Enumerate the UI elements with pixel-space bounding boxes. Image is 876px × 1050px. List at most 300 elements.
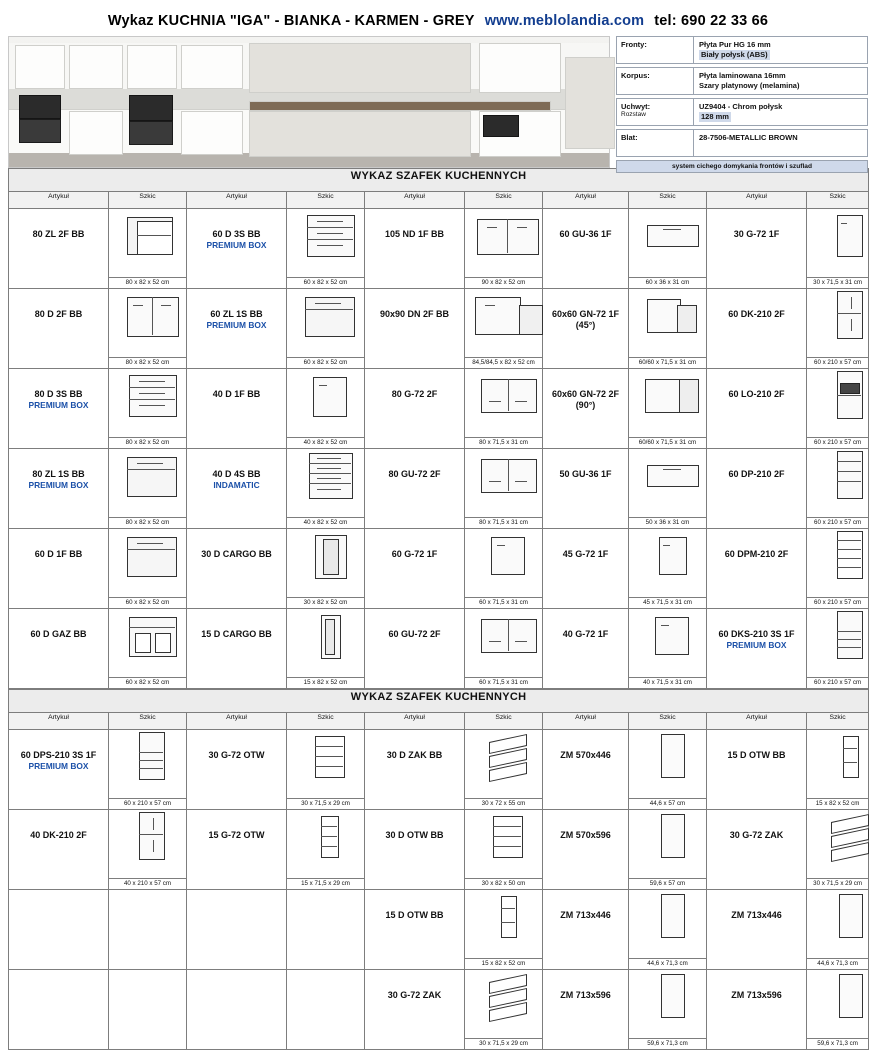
spec-value-line1: Płyta Pur HG 16 mm: [699, 40, 771, 49]
dimension-label: 50 x 36 x 31 cm: [629, 517, 706, 528]
cabinet-sketch: [465, 972, 542, 1038]
dimension-label: 40 x 210 x 57 cm: [109, 878, 186, 889]
dimension-label: 40 x 82 x 52 cm: [287, 517, 364, 528]
spec-value: [694, 99, 867, 125]
column-header: Artykuł: [707, 192, 807, 209]
dimension-label: 30 x 82 x 50 cm: [465, 878, 542, 889]
article-label: 15 D OTW BB: [385, 910, 444, 920]
cabinet-sketch: [629, 812, 706, 878]
article-label: 40 G-72 1F: [562, 629, 609, 639]
dimension-label: 80 x 71,5 x 31 cm: [465, 517, 542, 528]
section-heading-2: WYKAZ SZAFEK KUCHENNYCH: [9, 690, 869, 713]
table-row: [9, 970, 869, 1050]
article-name: [543, 890, 629, 970]
article-name: [187, 369, 287, 449]
cabinet-sketch: [807, 451, 868, 517]
article-label: 15 D CARGO BB: [201, 629, 272, 639]
article-name: [543, 209, 629, 289]
sketch-cell: [109, 609, 187, 689]
empty-cell: [9, 890, 109, 970]
cabinet-table-1: [8, 168, 869, 689]
article-name: [707, 529, 807, 609]
dimension-label: 44,6 x 71,3 cm: [807, 958, 868, 969]
dimension-label: 60/60 x 71,5 x 31 cm: [629, 357, 706, 368]
title-text: Wykaz KUCHNIA "IGA" - BIANKA - KARMEN - GREY: [107, 13, 475, 29]
spec-value-line1: UZ9404 - Chrom połysk: [699, 102, 783, 111]
sketch-cell: [465, 209, 543, 289]
empty-cell: [109, 970, 187, 1050]
article-name: [707, 209, 807, 289]
spec-key: [617, 68, 694, 94]
article-name: [543, 609, 629, 689]
spec-row-blat: [616, 129, 868, 157]
sketch-cell: [465, 810, 543, 890]
empty-cell: [187, 970, 287, 1050]
article-name: [187, 529, 287, 609]
article-label: 90x90 DN 2F BB: [379, 309, 450, 319]
article-label: 60 D 1F BB: [34, 549, 83, 559]
table-row: [9, 209, 869, 289]
article-label: 60x60 GN-72 2F (90°): [551, 389, 620, 411]
dimension-label: 60 x 210 x 57 cm: [807, 357, 868, 368]
column-header: Szkic: [465, 713, 543, 730]
article-label: 45 G-72 1F: [562, 549, 609, 559]
article-name: [543, 970, 629, 1050]
article-name: [707, 730, 807, 810]
cabinet-sketch: [109, 732, 186, 798]
cabinet-sketch: [807, 812, 868, 878]
article-name: [187, 449, 287, 529]
article-name: [187, 289, 287, 369]
cabinet-sketch: [807, 211, 868, 277]
sketch-cell: [109, 449, 187, 529]
column-header: Szkic: [629, 192, 707, 209]
cabinet-sketch: [629, 211, 706, 277]
article-label: 15 D OTW BB: [727, 750, 786, 760]
sketch-cell: [287, 289, 365, 369]
article-name: [365, 970, 465, 1050]
article-label: 30 G-72 OTW: [208, 750, 265, 760]
cabinet-table-2: [8, 689, 869, 1050]
spec-key-label: Fronty:: [621, 40, 647, 49]
dimension-label: 60 x 210 x 57 cm: [807, 517, 868, 528]
sketch-cell: [807, 810, 869, 890]
article-label: 80 ZL 2F BB: [32, 229, 85, 239]
column-header: Szkic: [109, 192, 187, 209]
sketch-cell: [629, 209, 707, 289]
article-label: 60 DP-210 2F: [728, 469, 785, 479]
dimension-label: 30 x 71,5 x 29 cm: [465, 1038, 542, 1049]
article-label: 30 G-72 ZAK: [729, 830, 784, 840]
dimension-label: 15 x 82 x 52 cm: [287, 677, 364, 688]
article-name: [543, 810, 629, 890]
soft-close-note: system cichego domykania frontów i szuflad: [616, 160, 868, 173]
article-name: [543, 289, 629, 369]
sketch-cell: [629, 810, 707, 890]
sketch-cell: [807, 209, 869, 289]
dimension-label: 60 x 210 x 57 cm: [807, 597, 868, 608]
dimension-label: 30 x 82 x 52 cm: [287, 597, 364, 608]
dimension-label: 30 x 72 x 55 cm: [465, 798, 542, 809]
sketch-cell: [629, 369, 707, 449]
cabinet-sketch: [629, 371, 706, 437]
dimension-label: 40 x 82 x 52 cm: [287, 437, 364, 448]
cabinet-sketch: [465, 611, 542, 677]
dimension-label: 60 x 36 x 31 cm: [629, 277, 706, 288]
column-header: Artykuł: [187, 192, 287, 209]
cabinet-sketch: [109, 291, 186, 357]
article-label: 30 D ZAK BB: [386, 750, 443, 760]
dimension-label: 60/60 x 71,5 x 31 cm: [629, 437, 706, 448]
article-label: ZM 713x446: [560, 910, 611, 920]
cabinet-sketch: [109, 451, 186, 517]
article-name: [187, 609, 287, 689]
article-name: [187, 810, 287, 890]
article-label: 60 ZL 1S BB: [210, 309, 263, 319]
sketch-cell: [109, 810, 187, 890]
article-sublabel: PREMIUM BOX: [28, 400, 89, 411]
sketch-cell: [465, 970, 543, 1050]
cabinet-sketch: [287, 812, 364, 878]
sketch-cell: [465, 449, 543, 529]
article-name: [543, 529, 629, 609]
cabinet-sketch: [629, 451, 706, 517]
sketch-cell: [629, 529, 707, 609]
spec-value-line2: Biały połysk (ABS): [701, 50, 768, 60]
sketch-cell: [807, 609, 869, 689]
article-sublabel: PREMIUM BOX: [206, 240, 267, 251]
spec-key: [617, 130, 694, 156]
dimension-label: 60 x 210 x 57 cm: [807, 437, 868, 448]
article-label: 60 D 3S BB: [212, 229, 261, 239]
article-label: 60 D GAZ BB: [30, 629, 87, 639]
sketch-cell: [807, 970, 869, 1050]
column-header: Artykuł: [543, 713, 629, 730]
cabinet-sketch: [109, 611, 186, 677]
dimension-label: 60 x 71,5 x 31 cm: [465, 677, 542, 688]
article-label: 30 D OTW BB: [385, 830, 444, 840]
cabinet-sketch: [465, 291, 542, 357]
article-name: [9, 449, 109, 529]
column-header: Artykuł: [9, 713, 109, 730]
sketch-cell: [287, 369, 365, 449]
column-header: Szkic: [629, 713, 707, 730]
sketch-cell: [629, 609, 707, 689]
column-header: Artykuł: [707, 713, 807, 730]
article-label: 60 DPM-210 2F: [724, 549, 789, 559]
cabinet-sketch: [287, 732, 364, 798]
empty-cell: [9, 970, 109, 1050]
sketch-cell: [109, 529, 187, 609]
table-row: [9, 529, 869, 609]
article-name: [707, 810, 807, 890]
spec-value-line2: 128 mm: [701, 112, 729, 122]
article-name: [707, 449, 807, 529]
dimension-label: 59,6 x 71,3 cm: [629, 1038, 706, 1049]
dimension-label: 30 x 71,5 x 29 cm: [807, 878, 868, 889]
sketch-cell: [287, 730, 365, 810]
sketch-cell: [109, 369, 187, 449]
article-sublabel: PREMIUM BOX: [726, 640, 787, 651]
column-header: Szkic: [807, 192, 869, 209]
article-name: [9, 730, 109, 810]
spec-value: [694, 68, 867, 94]
dimension-label: 60 x 71,5 x 31 cm: [465, 597, 542, 608]
empty-cell: [287, 970, 365, 1050]
article-label: ZM 713x596: [560, 990, 611, 1000]
cabinet-sketch: [287, 611, 364, 677]
cabinet-sketch: [109, 211, 186, 277]
column-header: Szkic: [465, 192, 543, 209]
sketch-cell: [807, 730, 869, 810]
sketch-cell: [465, 289, 543, 369]
article-label: 80 D 3S BB: [34, 389, 83, 399]
cabinet-sketch: [287, 531, 364, 597]
brand-link[interactable]: www.meblolandia.com: [484, 13, 645, 29]
article-label: 80 ZL 1S BB: [32, 469, 85, 479]
article-sublabel: PREMIUM BOX: [28, 761, 89, 772]
cabinet-sketch: [807, 892, 868, 958]
cabinet-sketch: [465, 451, 542, 517]
sketch-cell: [629, 890, 707, 970]
dimension-label: 60 x 210 x 57 cm: [109, 798, 186, 809]
sketch-cell: [465, 890, 543, 970]
sketch-cell: [287, 449, 365, 529]
dimension-label: 80 x 82 x 52 cm: [109, 357, 186, 368]
dimension-label: 90 x 82 x 52 cm: [465, 277, 542, 288]
article-label: 15 G-72 OTW: [208, 830, 265, 840]
article-label: 30 G-72 ZAK: [387, 990, 442, 1000]
cabinet-sketch: [807, 371, 868, 437]
article-label: ZM 713x596: [731, 990, 782, 1000]
sketch-cell: [465, 369, 543, 449]
column-header: Szkic: [287, 192, 365, 209]
table-row: [9, 730, 869, 810]
article-name: [365, 289, 465, 369]
dimension-label: 44,6 x 71,3 cm: [629, 958, 706, 969]
sketch-cell: [807, 369, 869, 449]
dimension-label: 30 x 71,5 x 31 cm: [807, 277, 868, 288]
column-header: Artykuł: [9, 192, 109, 209]
dimension-label: 80 x 71,5 x 31 cm: [465, 437, 542, 448]
dimension-label: 15 x 82 x 52 cm: [465, 958, 542, 969]
article-name: [9, 609, 109, 689]
dimension-label: 45 x 71,5 x 31 cm: [629, 597, 706, 608]
article-label: 60 DK-210 2F: [728, 309, 785, 319]
cabinet-sketch: [287, 451, 364, 517]
page-title: [0, 0, 876, 36]
cabinet-sketch: [807, 972, 868, 1038]
article-sublabel: INDAMATIC: [213, 480, 260, 491]
spec-key-label: Korpus:: [621, 71, 650, 80]
spec-value: [694, 130, 867, 156]
article-label: 80 D 2F BB: [34, 309, 83, 319]
empty-cell: [187, 890, 287, 970]
sketch-cell: [807, 289, 869, 369]
article-name: [9, 369, 109, 449]
sketch-cell: [287, 609, 365, 689]
spec-key: [617, 99, 694, 125]
cabinet-sketch: [629, 892, 706, 958]
article-name: [707, 289, 807, 369]
article-label: ZM 713x446: [731, 910, 782, 920]
dimension-label: 80 x 82 x 52 cm: [109, 437, 186, 448]
dimension-label: 60 x 82 x 52 cm: [287, 277, 364, 288]
cabinet-sketch: [629, 972, 706, 1038]
table-row: [9, 289, 869, 369]
cabinet-sketch: [465, 732, 542, 798]
table-row: [9, 810, 869, 890]
dimension-label: 15 x 82 x 52 cm: [807, 798, 868, 809]
cabinet-sketch: [465, 371, 542, 437]
cabinet-sketch: [109, 812, 186, 878]
column-header: Artykuł: [365, 713, 465, 730]
article-label: 30 D CARGO BB: [201, 549, 272, 559]
article-name: [365, 209, 465, 289]
article-name: [187, 730, 287, 810]
article-name: [707, 369, 807, 449]
section-heading-1: WYKAZ SZAFEK KUCHENNYCH: [9, 169, 869, 192]
article-name: [365, 609, 465, 689]
article-label: 60 GU-72 2F: [388, 629, 441, 639]
spec-key-label: Uchwyt:: [621, 102, 651, 111]
dimension-label: 80 x 82 x 52 cm: [109, 517, 186, 528]
dimension-label: 60 x 82 x 52 cm: [109, 597, 186, 608]
article-name: [187, 209, 287, 289]
cabinet-sketch: [807, 531, 868, 597]
cabinet-sketch: [807, 611, 868, 677]
sketch-cell: [465, 609, 543, 689]
column-header: Szkic: [807, 713, 869, 730]
empty-cell: [287, 890, 365, 970]
cabinet-sketch: [465, 211, 542, 277]
article-name: [707, 890, 807, 970]
spec-key-sub: Rozstaw: [621, 111, 646, 118]
sketch-cell: [629, 730, 707, 810]
spec-key-label: Blat:: [621, 133, 638, 142]
cabinet-sketch: [109, 531, 186, 597]
dimension-label: 59,6 x 57 cm: [629, 878, 706, 889]
spec-value-line2: Szary platynowy (melamina): [699, 81, 800, 91]
specification-panel: [616, 36, 868, 168]
dimension-label: 44,6 x 57 cm: [629, 798, 706, 809]
cabinet-sketch: [807, 291, 868, 357]
article-name: [543, 730, 629, 810]
cabinet-sketch: [465, 812, 542, 878]
article-name: [9, 209, 109, 289]
article-label: 60 LO-210 2F: [728, 389, 785, 399]
article-label: 40 D 4S BB: [212, 469, 261, 479]
spec-value: [694, 37, 867, 63]
cabinet-sketch: [629, 531, 706, 597]
empty-cell: [109, 890, 187, 970]
article-sublabel: PREMIUM BOX: [206, 320, 267, 331]
article-label: 80 G-72 2F: [391, 389, 438, 399]
sketch-cell: [109, 209, 187, 289]
article-label: 80 GU-72 2F: [388, 469, 441, 479]
sketch-cell: [629, 449, 707, 529]
article-name: [365, 529, 465, 609]
column-header: Artykuł: [365, 192, 465, 209]
article-name: [9, 529, 109, 609]
sketch-cell: [109, 730, 187, 810]
sketch-cell: [465, 529, 543, 609]
article-label: 30 G-72 1F: [733, 229, 780, 239]
article-label: 40 D 1F BB: [212, 389, 261, 399]
article-name: [9, 810, 109, 890]
sketch-cell: [287, 810, 365, 890]
article-label: ZM 570x596: [560, 830, 611, 840]
article-label: 60 G-72 1F: [391, 549, 438, 559]
sketch-cell: [807, 890, 869, 970]
sketch-cell: [287, 209, 365, 289]
cabinet-sketch: [629, 291, 706, 357]
cabinet-sketch: [465, 531, 542, 597]
article-label: 60 DKS-210 3S 1F: [718, 629, 795, 639]
article-name: [543, 449, 629, 529]
dimension-label: 60 x 82 x 52 cm: [287, 357, 364, 368]
dimension-label: 60 x 210 x 57 cm: [807, 677, 868, 688]
dimension-label: 84,5/84,5 x 82 x 52 cm: [465, 357, 542, 368]
article-name: [543, 369, 629, 449]
sketch-cell: [629, 970, 707, 1050]
cabinet-sketch: [807, 732, 868, 798]
dimension-label: 80 x 82 x 52 cm: [109, 277, 186, 288]
dimension-label: 15 x 71,5 x 29 cm: [287, 878, 364, 889]
sketch-cell: [287, 529, 365, 609]
article-label: ZM 570x446: [560, 750, 611, 760]
spec-key: [617, 37, 694, 63]
table-row: [9, 890, 869, 970]
cabinet-sketch: [465, 892, 542, 958]
spec-value-line1: Płyta laminowana 16mm: [699, 71, 786, 80]
article-name: [365, 810, 465, 890]
article-name: [707, 970, 807, 1050]
dimension-label: 60 x 82 x 52 cm: [109, 677, 186, 688]
sketch-cell: [807, 529, 869, 609]
article-label: 40 DK-210 2F: [30, 830, 87, 840]
article-name: [365, 369, 465, 449]
article-name: [365, 890, 465, 970]
cabinet-sketch: [629, 611, 706, 677]
dimension-label: 30 x 71,5 x 29 cm: [287, 798, 364, 809]
cabinet-sketch: [287, 371, 364, 437]
sketch-cell: [465, 730, 543, 810]
column-header: Artykuł: [543, 192, 629, 209]
column-header: Szkic: [109, 713, 187, 730]
article-name: [365, 449, 465, 529]
column-header: Szkic: [287, 713, 365, 730]
sketch-cell: [109, 289, 187, 369]
phone-number: tel: 690 22 33 66: [654, 13, 769, 29]
column-header: Artykuł: [187, 713, 287, 730]
article-label: 60 GU-36 1F: [559, 229, 612, 239]
article-sublabel: PREMIUM BOX: [28, 480, 89, 491]
spec-row-korpus: [616, 67, 868, 95]
article-label: 50 GU-36 1F: [559, 469, 612, 479]
table-row: [9, 369, 869, 449]
table-row: [9, 449, 869, 529]
sketch-cell: [629, 289, 707, 369]
sketch-cell: [807, 449, 869, 529]
article-label: 60 DPS-210 3S 1F: [20, 750, 97, 760]
article-name: [9, 289, 109, 369]
article-label: 105 ND 1F BB: [384, 229, 445, 239]
cabinet-sketch: [287, 211, 364, 277]
article-name: [707, 609, 807, 689]
article-label: 60x60 GN-72 1F (45°): [551, 309, 620, 331]
spec-value-line1: 28-7506-METALLIC BROWN: [699, 133, 798, 142]
